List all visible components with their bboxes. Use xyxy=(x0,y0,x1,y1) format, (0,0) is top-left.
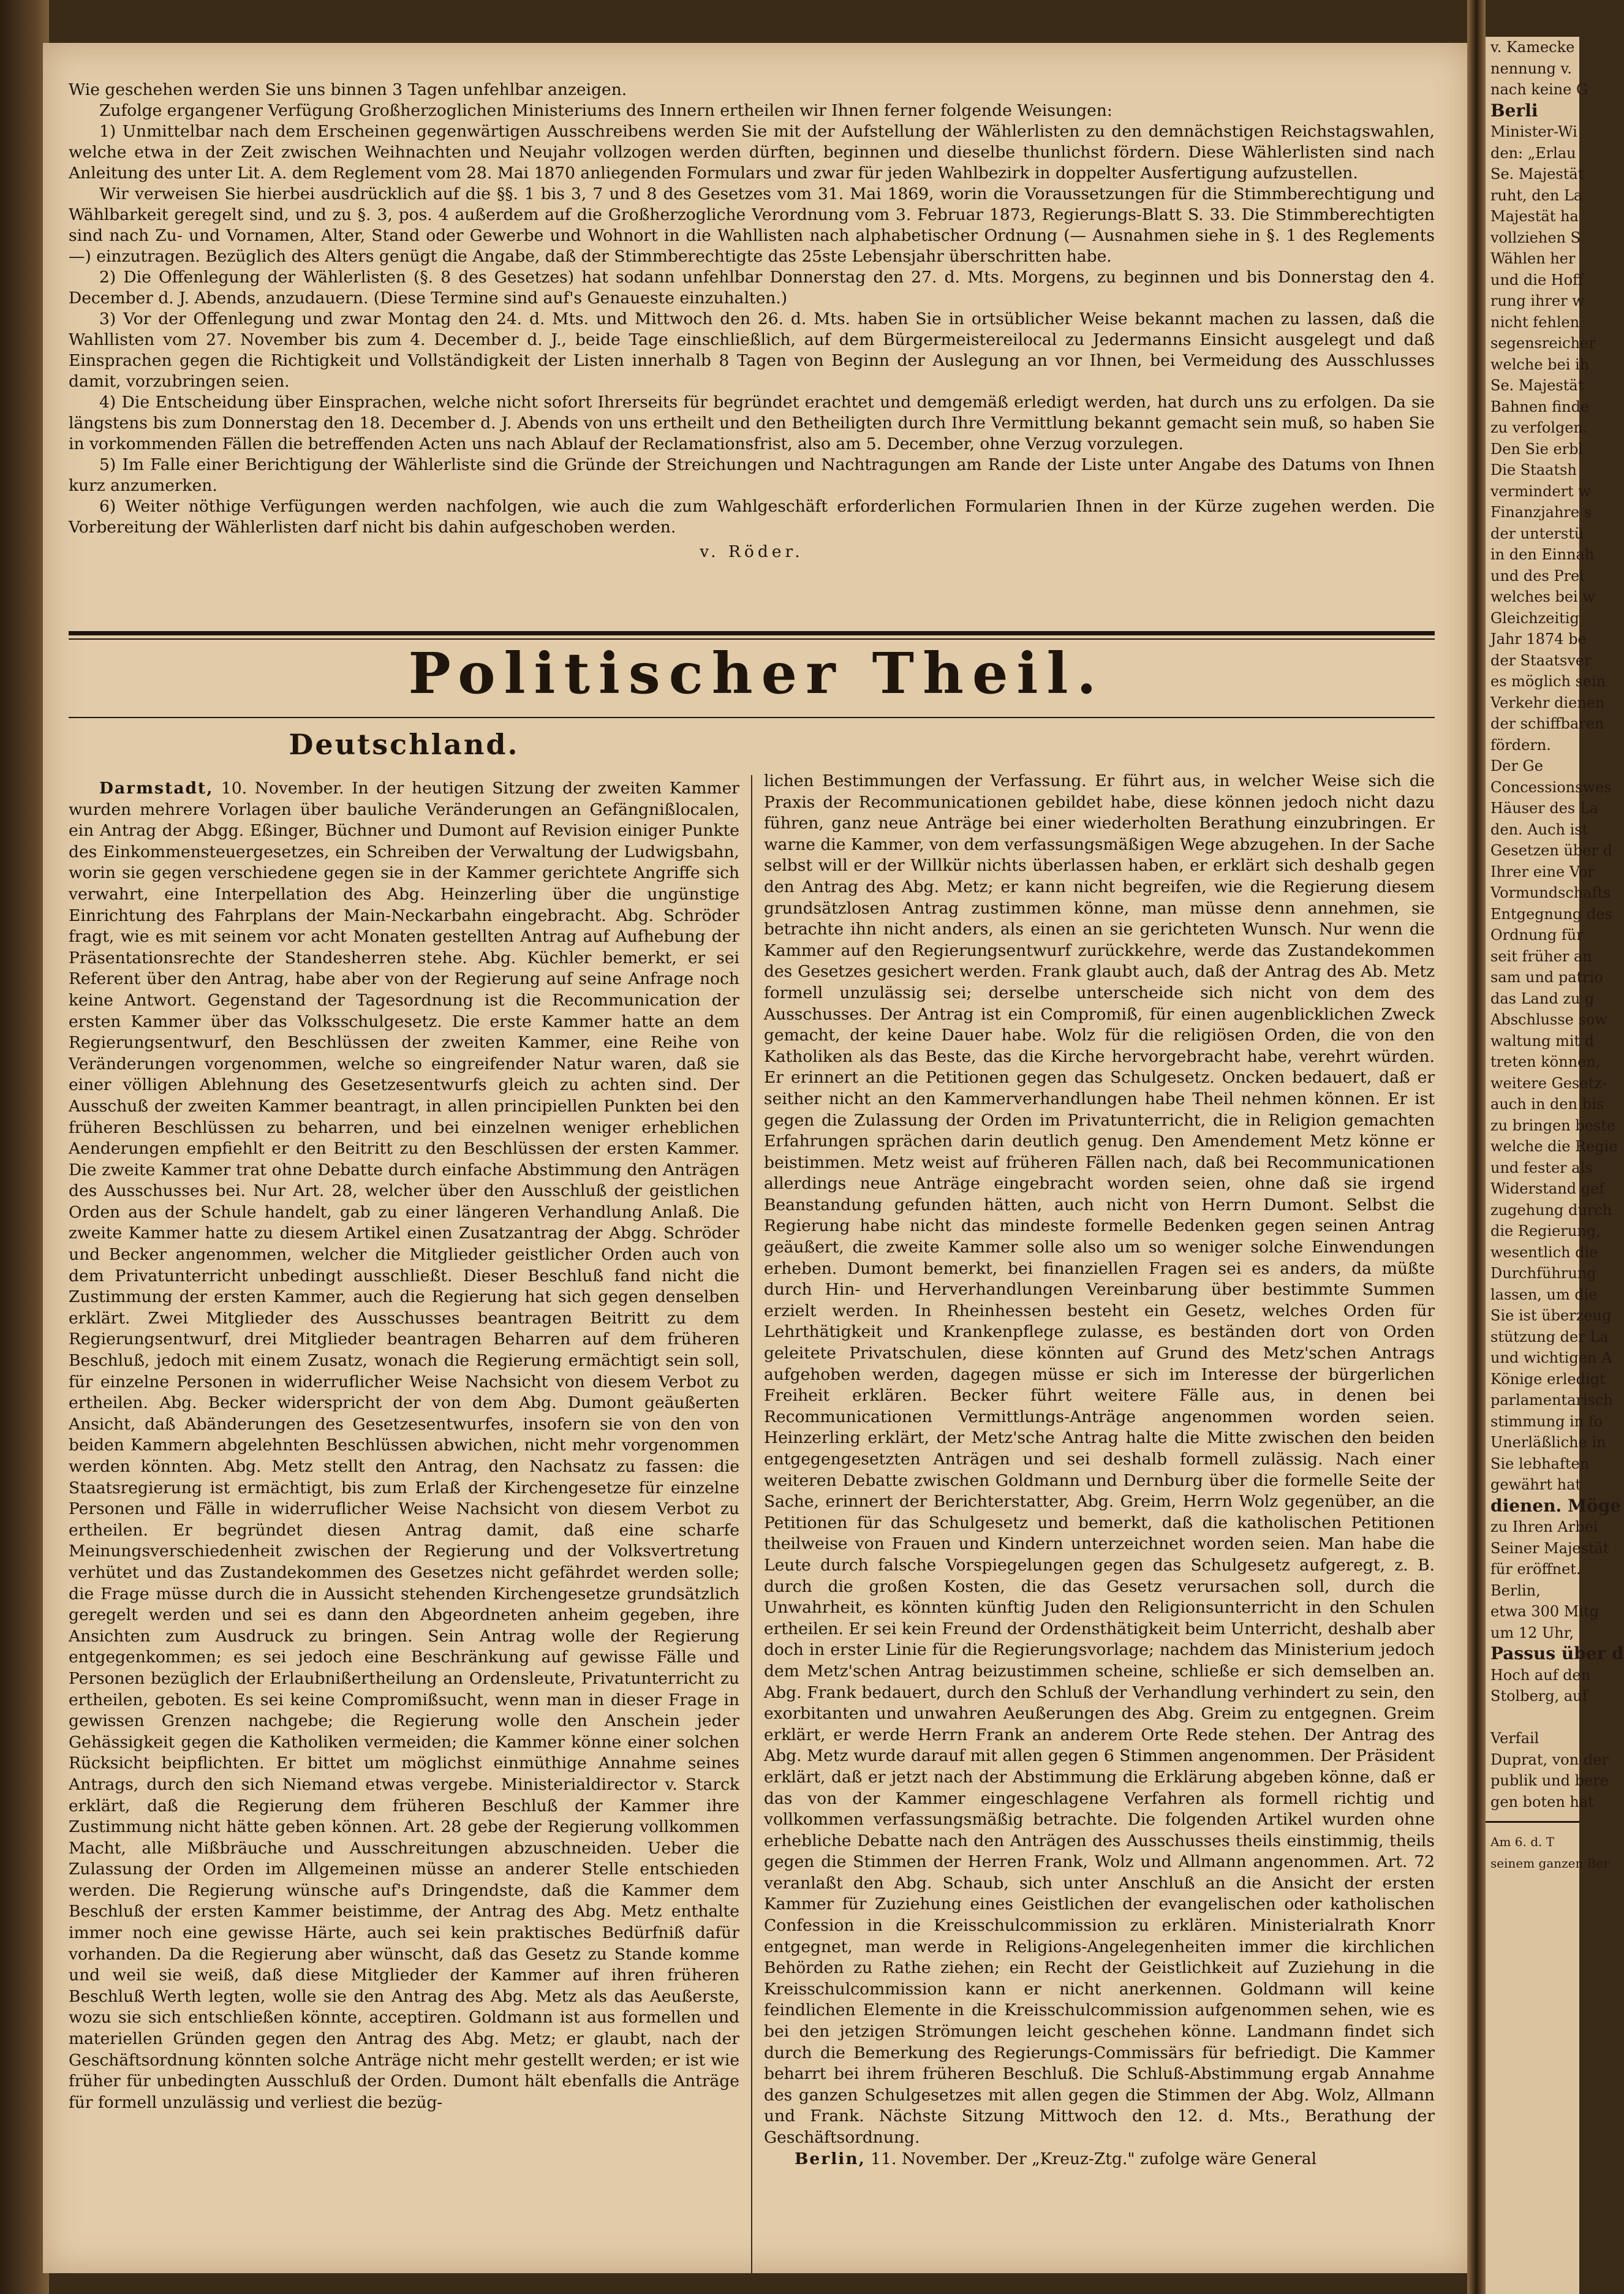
article-text: lichen Bestimmungen der Verfassung. Er führt aus, in welcher Weise sich die Praxis der Recommunicationen gebildet habe, diese können jedoch nicht dazu führen, ganz neue Anträge bei einer wiederholten Berathung einzubringen. Er warne die Kammer, von dem verfassungsmäßigen Wege abzugehen. In der Sache selbst will er der Willkür nichts überlassen haben, er erklärt sich deshalb gegen den Antrag des Abg. Metz; er kann nicht begreifen, wie die Regierung diesem grundsätzlosen Antrag zustimmen könne, man müsse denn annehmen, sie betrachte ihn nicht anders, als einen an sie gerichteten Wunsch. Nur wenn die Kammer auf den Regierungsentwurf zurückkehre, werde das Zustandekommen des Gesetzes gesichert werden. Frank glaubt auch, daß der Antrag des Ab. Metz formell unzulässig sei; derselbe unterscheide sich nicht von dem des Ausschusses. Der Antrag ist ein Compromiß, für einen augenblicklichen Zweck gemacht, der keine Dauer habe. Wolz für die religiösen Orden, die von den Katholiken als das Beste, das die Kirche hervorgebracht habe, verehrt würden. Er erinnert an die Petitionen gegen das Schulgesetz. Oncken bedauert, daß er seither nicht an den Kammerverhandlungen habe Theil nehmen können. Er ist gegen die Zulassung der Orden im Privatunterricht, die in Religion gemachten Erfahrungen sprächen darin deutlich genug. Den Amendement Metz könne er beistimmen. Metz weist auf früheren Fällen nach, daß bei Recommunicationen allerdings neue Anträge eingebracht worden seien, ohne daß sie irgend Beanstandung gefunden hätten, auch nicht von Herrn Dumont. Selbst die Regierung habe nicht das mindeste formelle Bedenken gegen seinen Antrag geäußert, die zweite Kammer solle also um so weniger solche Einwendungen erheben. Dumont bemerkt, bei finanziellen Fragen sei es anders, da müßte durch Hin- und Herverhandlungen Vereinbarung über bestimmte Summen erzielt werden. In Rheinhessen besteht ein Gesetz, welches Orden für Lehrthätigkeit und Krankenpflege zulasse, es beständen dort von Orden geleitete Privatschulen, diese könnten auf Grund des Metz'schen Antrags aufgehoben werden, dagegen müsse er sich im Interesse der bürgerlichen Freiheit erklären. Becker führt weitere Fälle aus, in denen bei Recommunicationen Vermittlungs-Anträge angenommen worden seien. Heinzerling erklärt, der Metz'sche Antrag halte die Mitte zwischen den beiden entgegengesetzten Anträgen und sei deshalb formell zulässig. Nach einer weiteren Debatte zwischen Goldmann und Dernburg über die formelle Seite der Sache, erinnert der Berichterstatter, Abg. Greim, Herrn Wolz gegenüber, an die Petitionen für das Schulgesetz und bemerkt, daß die katholischen Petitionen theilweise von Frauen und Kindern unterzeichnet worden seien. Man habe die Leute durch falsche Vorspiegelungen gegen das Schulgesetz aufgeregt, z. B. durch die großen Kosten, die das Gesetz verursachen soll, durch die Unwahrheit, es könnten künftig Juden den Religionsunterricht in den Schulen ertheilen. Er sei kein Freund der Ordensthätigkeit beim Unterricht, deshalb aber doch in erster Linie für die Regierungsvorlage; nachdem das Ministerium jedoch dem Metz'schen Antrag beizustimmen scheine, schließe er sich demselben an. Abg. Frank bedauert, durch den Schluß der Verhandlung verhindert zu sein, den exorbitanten und unwahren Aeußerungen des Abg. Greim zu entgegnen. Greim erklärt, er werde Herrn Frank an anderem Orte Rede stehen. Der Antrag des Abg. Metz wurde darauf mit allen gegen 6 Stimmen angenommen. Der Präsident erklärt, daß er jetzt nach der Abstimmung die Erklärung abgeben könne, daß er das von der Kammer eingeschlagene Verfahren als formell richtig und vollkommen verfassungsmäßig betrachte. Die folgenden Artikel wurden ohne erhebliche Debatte nach den Anträgen des Ausschusses theils einstimmig, theils gegen die Stimmen der Herren Frank, Wolz und Allmann angenommen. Art. 72 veranlaßt den Abg. Schaub, sich unter Anschluß an die Ansicht der ersten Kammer für Zuziehung eines Geistlichen der evangelischen oder katholischen Confession in die Kreisschulcommission zu erklären. Ministerialrath Knorr entgegnet, man werde in Religions-Angelegenheiten immer die kirchlichen Behörden zu Rathe ziehen; ein Recht der Geistlichkeit auf Zuziehung in die Kreisschulcommission kann er nicht anerkennen. Goldmann will keine feindlichen Elemente in die Kreisschulcommission aufgenommen sehen, wie es bei den jetzigen Strömungen leicht geschehen könne. Landmann findet sich durch die Bemerkung des Regierungs-Commissärs für befriedigt. Die Kammer beharrt bei ihrem früheren Beschluß. Die Schluß-Abstimmung ergab Annahme des ganzen Schulgesetzes mit allen gegen die Stimmen der Abg. Wolz, Allmann und Frank. Nächste Sitzung Mittwoch den 12. d. Mts., Berathung der Geschäftsordnung. xyxy=(764,771,1435,2147)
adjacent-page-line: Widerstand gef xyxy=(1490,1180,1605,1197)
section-rule-top-thin xyxy=(69,638,1435,640)
dateline: Darmstadt, xyxy=(99,779,214,798)
adjacent-page-line: gewährt hat xyxy=(1490,1476,1582,1493)
adjacent-page-line: Ihrer eine Vor xyxy=(1490,863,1595,880)
adjacent-page-line: Unerläßliche in xyxy=(1490,1434,1606,1451)
adjacent-page-line: stimmung in fo xyxy=(1490,1412,1603,1430)
adjacent-page-line: Abschlusse sow xyxy=(1490,1011,1607,1028)
adjacent-page-line: Jahr 1874 be xyxy=(1490,630,1587,648)
adjacent-page-line: auch in den bis xyxy=(1490,1096,1604,1113)
adjacent-page-line: vollziehen S xyxy=(1490,229,1581,246)
adjacent-page-line: Verkehr dienen xyxy=(1490,694,1605,711)
adjacent-page-line: Minister-Wi xyxy=(1490,123,1577,140)
adjacent-page-fragment xyxy=(1486,37,1624,2294)
adjacent-page-line: Durchführung xyxy=(1490,1265,1596,1282)
notice-paragraph: Wie geschehen werden Sie uns binnen 3 Tagen unfehlbar anzeigen. xyxy=(69,80,627,99)
notice-paragraph: Wir verweisen Sie hierbei ausdrücklich auf die §§. 1 bis 3, 7 und 8 des Gesetzes vom 31. Mai 1869, worin die Voraussetzungen für die Stimmberechtigung und Wählbarkeit geregelt sind, und zu §. 3, pos. 4 außerdem auf die Großherzogliche Verordnung vom 3. Februar 1873, Regierungs-Blatt S. 33. Die Stimmberechtigten sind nach Zu- und Vornamen, Alter, Stand oder Gewerbe und Wohnort in die Wahllisten nach alphabetischer Ordnung (— Ausnahmen siehe in §. 1 des Reglements —) einzutragen. Bezüglich des Alters genügt die Angabe, daß der Stimmberechtigte das 25ste Lebensjahr überschritten habe. xyxy=(69,184,1435,266)
adjacent-page-line: und die Hoff xyxy=(1490,271,1584,289)
adjacent-page-line: Sie ist überzeug xyxy=(1490,1307,1612,1324)
adjacent-page-line: weitere Gesetz- xyxy=(1490,1074,1607,1092)
adjacent-page-line: Berlin, xyxy=(1490,1581,1541,1599)
adjacent-page-line: für eröffnet. xyxy=(1490,1561,1581,1578)
adjacent-page-line: und fester als xyxy=(1490,1159,1593,1176)
book-binding-shadow xyxy=(0,0,49,2294)
dateline-date: 10. November. xyxy=(221,779,344,798)
section-title: Politischer Theil. xyxy=(408,640,1105,706)
adjacent-page-line: Die Staatsh xyxy=(1490,461,1577,479)
adjacent-page-line: zu bringen beste xyxy=(1490,1116,1616,1134)
subsection-title: Deutschland. xyxy=(289,728,519,761)
official-notice xyxy=(69,80,1435,562)
adjacent-page-line: der Staatsver xyxy=(1490,651,1592,669)
section-rule-top xyxy=(69,631,1435,635)
adjacent-page-line: nennung v. xyxy=(1490,59,1572,77)
adjacent-page-line: parlamentarisch xyxy=(1490,1391,1613,1409)
article-text: Der „Kreuz-Ztg." zufolge wäre General xyxy=(996,2149,1317,2168)
adjacent-page-line: Verfail xyxy=(1490,1730,1539,1747)
adjacent-page-line: zu Ihren Arbei xyxy=(1490,1518,1598,1535)
newspaper-page xyxy=(43,43,1470,2273)
adjacent-page-line xyxy=(1486,1707,1579,1728)
article-column-1 xyxy=(69,778,739,2113)
adjacent-page-line: Seiner Majestät xyxy=(1490,1539,1609,1557)
notice-paragraph: 5) Im Falle einer Berichtigung der Wählerliste sind die Gründe der Streichungen und Nachtragungen am Rande der Liste unter Angabe des Datums von Ihnen kurz anzumerken. xyxy=(69,455,1435,495)
adjacent-page-line: v. Kamecke xyxy=(1490,39,1575,56)
article-column-2 xyxy=(764,771,1435,2170)
adjacent-page-line: der schiffbaren xyxy=(1490,715,1604,732)
adjacent-page-rule xyxy=(1486,1821,1579,1823)
adjacent-page-line: die Regierung, xyxy=(1490,1222,1601,1240)
adjacent-page-line: Majestät ha xyxy=(1490,208,1579,225)
adjacent-page-line: Sie lebhaften xyxy=(1490,1455,1590,1472)
adjacent-page-line: Concessionswes xyxy=(1490,778,1612,796)
adjacent-page-line: und des Prei xyxy=(1490,567,1584,585)
adjacent-page-line: Vormundschafts xyxy=(1490,884,1611,901)
adjacent-page-line: Hoch auf den xyxy=(1490,1666,1591,1684)
notice-signature: v. Röder. xyxy=(700,542,804,561)
adjacent-page-line: fördern. xyxy=(1490,736,1551,754)
adjacent-page-line: Se. Majestät xyxy=(1490,165,1584,183)
adjacent-page-line: welche bei ih xyxy=(1490,355,1590,373)
adjacent-page-line: Der Ge xyxy=(1490,757,1543,774)
adjacent-page-line: Wählen her xyxy=(1490,250,1576,267)
notice-paragraph: 3) Vor der Offenlegung und zwar Montag den 24. d. Mts. und Mittwoch den 26. d. Mts. haben Sie in ortsüblicher Weise bekannt machen zu lassen, daß die Wahllisten vom 27. November bis zum 4. December d. J., beide Tage einschließlich, auf dem Bürgermeistereilocal zu Jedermanns Einsicht ausgelegt und daß Einsprachen gegen die Richtigkeit und Vollständigkeit der Listen innerhalb 8 Tagen von Beginn der Auslegung an vor Ihnen, bei Vermeidung des Ausschlusses damit, vorzubringen seien. xyxy=(69,309,1435,391)
adjacent-page-line: rung ihrer w xyxy=(1490,292,1585,309)
article-text: In der heutigen Sitzung der zweiten Kammer wurden mehrere Vorlagen über bauliche Veränderungen an Gefängnißlocalen, ein Antrag der Abgg. Eßinger, Büchner und Dumont auf Revision einiger Punkte des Einkommensteuergesetzes, ein Schreiben der Verwaltung der Ludwigsbahn, worin sie gegen verschiedene gegen sie in der Kammer gerichtete Angriffe sich verwahrt, eine Interpellation des Abg. Heinzerling über die ungünstige Einrichtung des Fahrplans der Main-Neckarbahn eingebracht. Abg. Schröder fragt, wie es mit seinem vor acht Monaten gestellten Antrag auf Aufhebung der Präsentationsrechte der Standesherren stehe. Abg. Küchler bemerkt, er sei Referent über den Antrag, habe aber von der Regierung auf seine Anfrage noch keine Antwort. Gegenstand der Tagesordnung ist die Recommunication der ersten Kammer über das Volksschulgesetz. Die erste Kammer hatte an dem Regierungsentwurf, den Beschlüssen der zweiten Kammer, eine Reihe von Veränderungen vorgenommen, welche so eingreifender Natur waren, daß sie einer völligen Ablehnung des Gesetzesentwurfs gleich zu achten sind. Der Ausschuß der zweiten Kammer beantragt, in allen principiellen Punkten bei den früheren Beschlüssen zu beharren, und bei einzelnen weniger erheblichen Aenderungen empfiehlt er den Beitritt zu den Beschlüssen der ersten Kammer. Die zweite Kammer trat ohne Debatte durch einfache Abstimmung den Anträgen des Ausschusses bei. Nur Art. 28, welcher über den Ausschluß der geistlichen Orden aus der Schule handelt, gab zu einer längeren Verhandlung Anlaß. Die zweite Kammer hatte zu diesem Artikel einen Zusatzantrag der Abgg. Schröder und Becker angenommen, welcher die Mitglieder geistlicher Orden auch von dem Privatunterricht unbedingt ausschließt. Dieser Beschluß fand nicht die Zustimmung der ersten Kammer, auch die Regierung hat sich gegen denselben erklärt. Zwei Mitglieder des Ausschusses beantragen Beitritt zu dem Regierungsentwurf, drei Mitglieder beantragen Beharren auf dem früheren Beschluß, jedoch mit einem Zusatz, wonach die Regierung ermächtigt sein soll, für einzelne Personen in widerruflicher Weise Nachsicht von diesem Verbot zu ertheilen. Abg. Becker widerspricht der von dem Abg. Dumont geäußerten Ansicht, daß Abänderungen des Gesetzesentwurfes, insofern sie von den von beiden Kammern abgelehnten Beschlüssen abwichen, nicht mehr vorgenommen werden könnten. Abg. Metz stellt den Antrag, den Nachsatz zu fassen: die Staatsregierung ist ermächtigt, bis zum Erlaß der Kirchengesetze für einzelne Personen und Fälle in widerruflicher Weise Nachsicht von diesem Verbot zu ertheilen. Er begründet diesen Antrag damit, daß eine scharfe Meinungsverschiedenheit zwischen der Regierung und der Volksvertretung verhütet und das Zustandekommen des Gesetzes nicht gefährdet werden solle; die Frage müsse durch die in Aussicht stehenden Kirchengesetze grundsätzlich geregelt werden und sei es dann den Abgeordneten anheim gegeben, ihre Ansichten zum Ausdruck zu bringen. Sein Antrag wolle der Regierung entgegenkommen; es sei jedoch eine Beschränkung auf gewisse Fälle und Personen bezüglich der Erlaubnißertheilung an Ordensleute, Privatunterricht zu ertheilen, geboten. Es sei keine Compromißsucht, wenn man in dieser Frage in gewissen Grenzen nachgebe; die Regierung wolle den Anschein jeder Gehässigkeit gegen die Katholiken vermeiden; die Kammer könne einer solchen Rücksicht beipflichten. Er bittet um möglichst einmüthige Annahme seines Antrags, durch den sich Niemand etwas vergebe. Ministerialdirector v. Starck erklärt, daß die Regierung dem früheren Beschluß der Kammer ihre Zustimmung nicht hätte geben können. Art. 28 gebe der Regierung vollkommen Macht, alle Mißbräuche und Ausschreitungen abzuschneiden. Ueber die Zulassung der Orden im Allgemeinen müsse an anderer Stelle entschieden werden. Die Regierung wünsche auf's Dringendste, daß die Kammer dem Beschluß der ersten Kammer beistimme, der Antrag des Abg. Metz enthalte immer noch eine gewisse Härte, auch sei kein praktisches Bedürfniß dafür vorhanden. Da die Regierung aber wünscht, daß das Gesetz zu Stande komme und weil sie weiß, daß diese Mitglieder der Kammer auf ihren früheren Beschluß Werth legten, wolle sie den Antrag des Abg. Metz als das Aeußerste, wozu sie sich entschließen könnte, acceptiren. Goldmann ist aus formellen und materiellen Gründen gegen den Antrag des Abg. Metz; er glaubt, nach der Geschäftsordnung könnten solche Anträge nicht mehr gestellt werden; er ist wie früher für unbedingten Ausschluß der Orden. Dumont hält ebenfalls die Anträge für formell unzulässig und verliest die bezüg- xyxy=(69,779,739,2112)
adjacent-page-line: Bahnen finde xyxy=(1490,398,1590,415)
adjacent-page-line: Den Sie erbl xyxy=(1490,440,1584,458)
notice-paragraph: 1) Unmittelbar nach dem Erscheinen gegenwärtigen Ausschreibens werden Sie mit der Aufstellung der Wählerlisten zu den demnächstigen Reichstagswahlen, welche etwa in der Zeit zwischen Weihnachten und Neujahr vollzogen werden dürften, beginnen und dieselbe thunlichst fördern. Diese Wählerlisten sind nach Anleitung des unter Lit. A. dem Reglement vom 28. Mai 1870 anliegenden Formulars und zwar für jeden Wahlbezirk in doppelter Ausfertigung aufzustellen. xyxy=(69,122,1435,183)
adjacent-page-footnote: seinem ganzen Ber xyxy=(1490,1855,1609,1871)
adjacent-page-line: Häuser des La xyxy=(1490,800,1599,817)
adjacent-page-line: vermindert w xyxy=(1490,482,1591,500)
adjacent-page-line: publik und bere xyxy=(1490,1772,1609,1789)
adjacent-page-line: um 12 Uhr, xyxy=(1490,1624,1574,1641)
adjacent-page-line: gen boten hat xyxy=(1490,1793,1594,1811)
adjacent-page-line: zu verfolgen. xyxy=(1490,419,1588,436)
adjacent-page-line: nach keine G xyxy=(1490,81,1588,98)
adjacent-page-line: stützung der La xyxy=(1490,1328,1609,1346)
adjacent-page-line: Finanzjahre s xyxy=(1490,504,1592,521)
adjacent-page-line: Passus über d xyxy=(1490,1643,1624,1664)
column-separator xyxy=(751,775,752,2282)
adjacent-page-line: der unterstü xyxy=(1490,524,1584,542)
page-gutter xyxy=(1467,0,1486,2294)
adjacent-page-line: Könige erledigt xyxy=(1490,1370,1606,1388)
adjacent-page-line: lassen, um die xyxy=(1490,1285,1598,1303)
adjacent-page-line: welches bei w xyxy=(1490,588,1595,605)
adjacent-page-line: Berli xyxy=(1490,100,1538,121)
adjacent-page-line: den: „Erlau xyxy=(1490,144,1576,162)
notice-paragraph: 2) Die Offenlegung der Wählerlisten (§. 8 des Gesetzes) hat sodann unfehlbar Donnerstag den 27. d. Mts. Morgens, zu beginnen und bis Donnerstag den 4. December d. J. Abends, anzudauern. (Diese Termine sind auf's Genaueste einzuhalten.) xyxy=(69,268,1435,308)
adjacent-page-line: Stolberg, auf xyxy=(1490,1687,1588,1705)
adjacent-page-line: Duprat, von der xyxy=(1490,1751,1609,1768)
notice-paragraph: Zufolge ergangener Verfügung Großherzoglichen Ministeriums des Innern ertheilen wir Ihnen ferner folgende Weisungen: xyxy=(99,101,1112,120)
adjacent-page-line: Gleichzeitig xyxy=(1490,609,1579,627)
adjacent-page-line: nicht fehlen xyxy=(1490,313,1580,331)
adjacent-page-line: etwa 300 Mitg xyxy=(1490,1603,1599,1620)
adjacent-page-line: waltung mit d xyxy=(1490,1032,1595,1050)
adjacent-page-line: Entgegnung des xyxy=(1490,905,1612,923)
adjacent-page-line: welche die Regie xyxy=(1490,1138,1618,1155)
adjacent-page-line: das Land zu g xyxy=(1490,990,1595,1007)
adjacent-page-line: wesentlich die xyxy=(1490,1243,1598,1261)
adjacent-page-line: Ordnung für xyxy=(1490,926,1584,944)
adjacent-page-line: Gesetzen über d xyxy=(1490,842,1612,859)
adjacent-page-line: zugehung durch xyxy=(1490,1201,1612,1219)
dateline-date: 11. November. xyxy=(871,2149,991,2168)
adjacent-page-line: den. Auch ist xyxy=(1490,820,1588,838)
adjacent-page-line: es möglich sein xyxy=(1490,673,1606,690)
adjacent-page-line: in den Einnah xyxy=(1490,546,1595,563)
adjacent-page-line: treten können, xyxy=(1490,1053,1601,1070)
adjacent-page-line: dienen. Möge xyxy=(1490,1495,1622,1516)
notice-paragraph: 4) Die Entscheidung über Einsprachen, welche nicht sofort Ihrerseits für begründet erachtet und demgemäß erledigt werden, hat durch uns zu erfolgen. Da sie längstens bis zum Donnerstag den 18. December d. J. Abends von uns ertheilt und den Betheiligten durch Ihre Vermittlung bekannt gemacht sein muß, so haben Sie in vorkommenden Fällen die betreffenden Acten uns nach Ablauf der Reclamationsfrist, also am 5. December, ohne Verzug vorzulegen. xyxy=(69,393,1435,453)
adjacent-page-footnote: Am 6. d. T xyxy=(1490,1834,1555,1849)
adjacent-page-line: seit früher an xyxy=(1490,947,1592,965)
adjacent-page-line: Se. Majestät xyxy=(1490,377,1584,394)
adjacent-page-line: ruht, den La xyxy=(1490,186,1583,204)
adjacent-page-line: segensreicher xyxy=(1490,335,1596,352)
adjacent-page-line: und wichtigen A xyxy=(1490,1349,1612,1366)
dateline: Berlin, xyxy=(795,2149,866,2168)
notice-paragraph: 6) Weiter nöthige Verfügungen werden nachfolgen, wie auch die zum Wahlgeschäft erforderlichen Formularien Ihnen in der Kürze zugehen werden. Die Vorbereitung der Wählerlisten darf nicht bis dahin aufgeschoben werden. xyxy=(69,497,1435,537)
adjacent-page-line: sam und patrio xyxy=(1490,969,1603,986)
section-rule-bottom xyxy=(69,717,1435,718)
